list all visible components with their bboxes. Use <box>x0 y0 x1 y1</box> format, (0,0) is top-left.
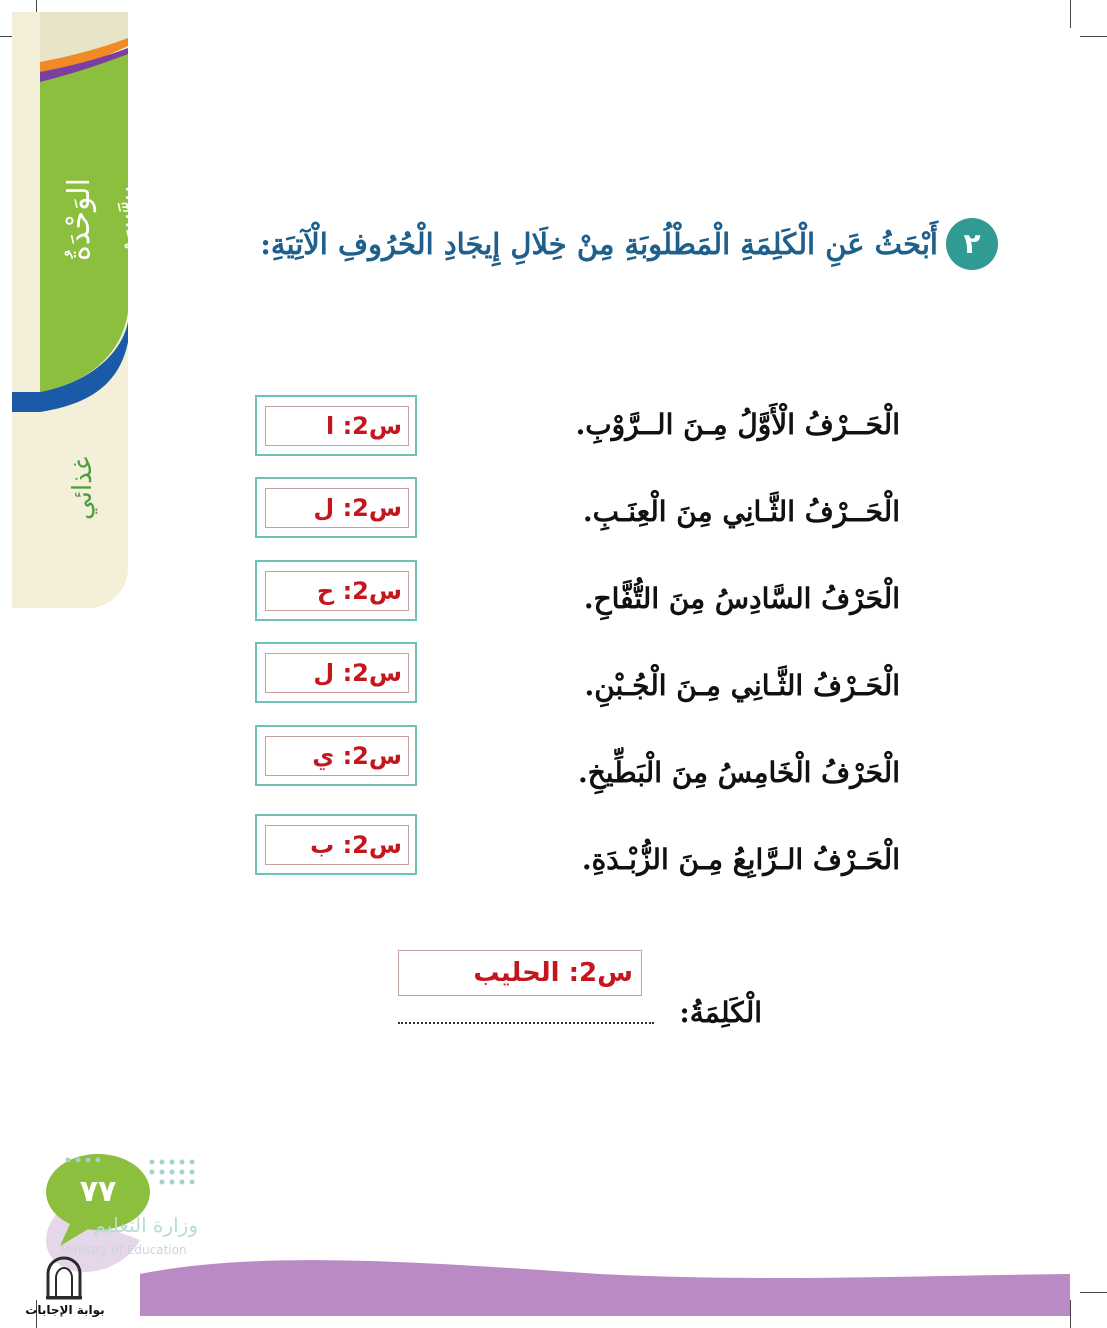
answer-value-3: س2: ح <box>265 571 409 611</box>
crop-mark <box>1070 0 1071 28</box>
answer-box-6[interactable] <box>255 814 417 875</box>
letter-clue-6: الْحَـرْفُ الـرَّابِعُ مِـنَ الزُّبْـدَةِ. <box>581 843 900 876</box>
unit-title: الوَحْدَةُ الثَّالِثَةُ <box>62 178 157 262</box>
crop-mark <box>1080 36 1107 37</box>
letter-clue-5: الْحَرْفُ الْخَامِسُ مِنَ الْبَطِّيخِ. <box>577 756 900 789</box>
answer-box-1[interactable] <box>255 395 417 456</box>
page-number: ٧٧ <box>79 1174 117 1209</box>
word-label: الْكَلِمَةُ: <box>679 996 762 1029</box>
answer-box-3[interactable] <box>255 560 417 621</box>
portal-logo-text: بوابة الإجابات <box>25 1303 105 1317</box>
letter-clue-4: الْحَـرْفُ الثَّـانِي مِـنَ الْجُـبْنِ. <box>584 669 900 702</box>
answer-value-6: س2: ب <box>265 825 409 865</box>
answer-value-2: س2: ل <box>265 488 409 528</box>
exercise-number-badge: ٢ <box>946 218 998 270</box>
letter-clue-3: الْحَرْفُ السَّادِسُ مِنَ التُّفَّاحِ. <box>583 582 900 615</box>
portal-logo-icon <box>44 1256 84 1300</box>
answer-value-5: س2: ي <box>265 736 409 776</box>
exercise-instruction: أَبْحَثُ عَنِ الْكَلِمَةِ الْمَطْلُوبَةِ مِنْ خِلَالِ إِيجَادِ الْحُرُوفِ الْآتِيَةِ: <box>260 227 938 261</box>
ministry-logo-text-en: Ministry of Education <box>60 1243 187 1257</box>
answer-value-1: س2: ا <box>265 406 409 446</box>
answer-box-2[interactable] <box>255 477 417 538</box>
word-answer-box[interactable]: س2: الحليب <box>398 950 642 996</box>
ministry-logo-text: وزارة التعليم <box>93 1213 198 1237</box>
word-dotted-line <box>398 1018 654 1024</box>
answer-box-5[interactable] <box>255 725 417 786</box>
letter-clue-1: الْحَــرْفُ الْأَوَّلُ مِـنَ الــرَّوْبِ. <box>575 408 900 441</box>
unit-name: غذائي <box>68 456 98 520</box>
letter-clue-2: الْحَــرْفُ الثَّـانِي مِنَ الْعِنَـبِ. <box>582 495 900 528</box>
answer-value-4: س2: ل <box>265 653 409 693</box>
answer-box-4[interactable] <box>255 642 417 703</box>
